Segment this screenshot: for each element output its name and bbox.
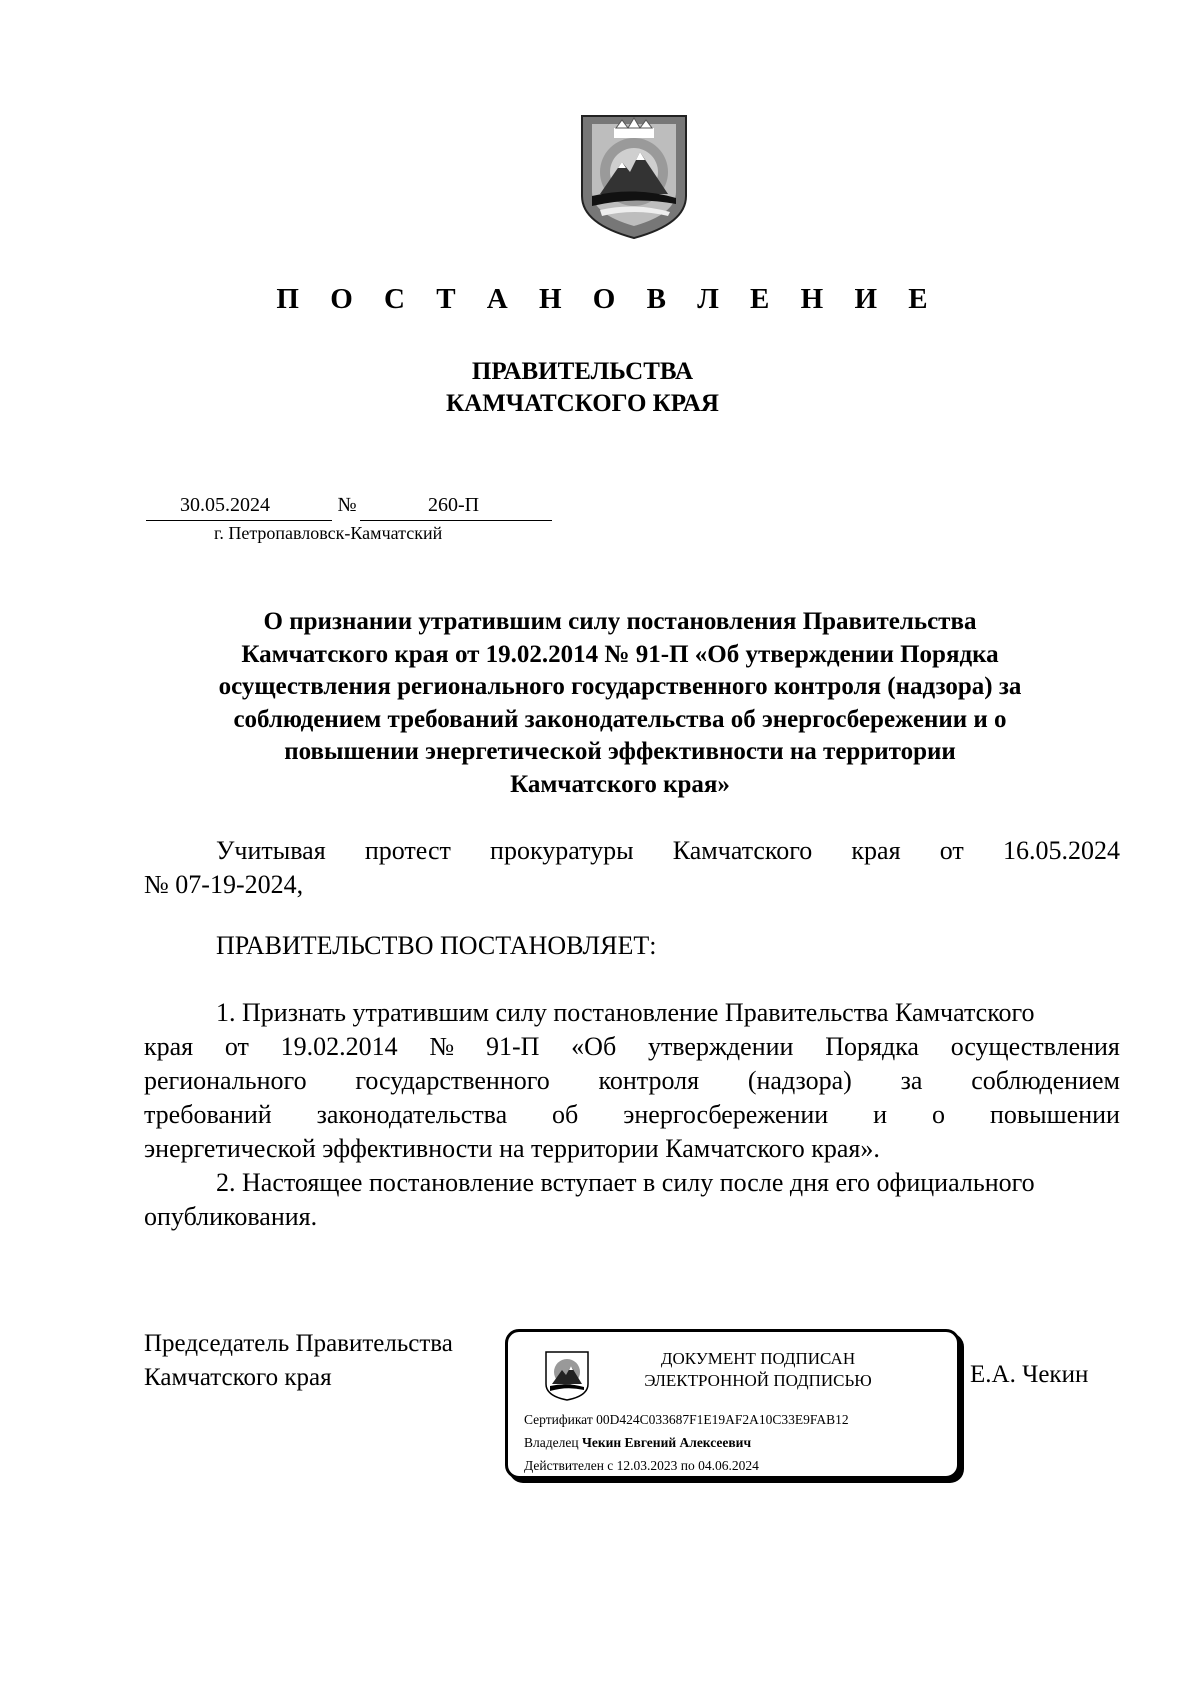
body-word: 1. Признать утратившим силу постановление Правительства Камчатского: [216, 998, 1035, 1027]
subject-line: соблюдением требований законодательства об энергосбережении и о: [233, 705, 1007, 733]
document-subject: [140, 606, 1100, 801]
body-line: энергетической эффективности на территории Камчатского края».: [144, 1134, 880, 1163]
number-sign: №: [337, 494, 357, 516]
owner-row: [524, 1435, 751, 1451]
registration-date-field: [146, 494, 332, 521]
registration-number: 260-П: [428, 494, 480, 516]
body-word: 2. Настоящее постановление вступает в силу после дня его официального: [216, 1168, 1035, 1197]
body-word: утверждении: [647, 1032, 794, 1061]
considering-paragraph: [144, 834, 1120, 902]
justified-line: [144, 1166, 1120, 1200]
certificate-value: 00D424C033687F1E19AF2A10C33E9FAB12: [596, 1412, 849, 1427]
justified-line: [144, 1098, 1120, 1132]
valid-to: 04.06.2024: [698, 1458, 759, 1473]
certificate-label: Сертификат: [524, 1412, 593, 1427]
body-line: опубликования.: [144, 1202, 318, 1231]
subject-line: О признании утратившим силу постановления Правительства: [263, 608, 977, 635]
body-line: № 07-19-2024,: [144, 870, 304, 899]
justified-line: [144, 996, 1120, 1030]
body-word: от: [939, 836, 964, 865]
body-word: 19.02.2014: [280, 1032, 398, 1061]
body-word: о: [932, 1100, 946, 1129]
registration-date: 30.05.2024: [180, 494, 270, 516]
stamp-emblem-icon: [544, 1350, 590, 1402]
position-line: Камчатского края: [144, 1364, 332, 1391]
valid-from: 12.03.2023: [616, 1458, 678, 1473]
signatory-position: [144, 1327, 453, 1395]
body-word: об: [552, 1100, 579, 1129]
coat-of-arms-icon: [578, 112, 690, 240]
body-word: 16.05.2024: [1002, 836, 1120, 865]
stamp-title-line: ЭЛЕКТРОННОЙ ПОДПИСЬЮ: [644, 1371, 872, 1390]
document-type-heading: П О С Т А Н О В Л Е Н И Е: [276, 283, 940, 315]
body-word: «Об: [571, 1032, 617, 1061]
body-word: регионального: [144, 1066, 307, 1095]
body-word: протест: [364, 836, 451, 865]
body-line: ПРАВИТЕЛЬСТВО ПОСТАНОВЛЯЕТ:: [216, 931, 657, 960]
stamp-title-line: ДОКУМЕНТ ПОДПИСАН: [660, 1349, 856, 1368]
body-word: края: [851, 836, 901, 865]
issuer-line: ПРАВИТЕЛЬСТВА: [471, 358, 694, 385]
subject-line: осуществления регионального государственного контроля (надзора) за: [218, 673, 1022, 700]
stamp-title: [618, 1348, 898, 1392]
valid-to-label: по: [680, 1458, 695, 1473]
justified-line: [144, 1030, 1120, 1064]
body-word: Камчатского: [672, 836, 813, 865]
issuer-heading: [0, 356, 1165, 420]
body-word: энергосбережении: [623, 1100, 829, 1129]
body-word: Учитывая: [216, 836, 326, 865]
resolves-heading: [216, 929, 1192, 963]
body-word: контроля: [598, 1066, 700, 1095]
validity-row: [524, 1458, 759, 1474]
registration-number-field: [360, 494, 552, 521]
signatory-name: Е.А. Чекин: [970, 1361, 1089, 1388]
body-word: 91-П: [485, 1032, 540, 1061]
owner-value: Чекин Евгений Алексеевич: [581, 1435, 752, 1450]
electronic-signature-stamp: [505, 1329, 960, 1479]
body-word: №: [429, 1032, 455, 1061]
body-word: соблюдением: [971, 1066, 1120, 1095]
position-line: Председатель Правительства: [144, 1330, 453, 1357]
justified-line: [144, 834, 1120, 868]
subject-line: Камчатского края от 19.02.2014 № 91-П «Об утверждении Порядка: [241, 640, 999, 668]
body-word: государственного: [355, 1066, 550, 1095]
body-word: повышении: [989, 1100, 1120, 1129]
body-word: за: [900, 1066, 923, 1095]
issue-city: г. Петропавловск-Камчатский: [214, 523, 443, 543]
issuer-line: КАМЧАТСКОГО КРАЯ: [446, 390, 719, 417]
valid-from-label: Действителен с: [524, 1458, 614, 1473]
owner-label: Владелец: [524, 1435, 579, 1450]
body-word: законодательства: [316, 1100, 508, 1129]
body-word: требований: [144, 1100, 272, 1129]
body-word: (надзора): [747, 1066, 852, 1095]
body-word: прокуратуры: [490, 836, 634, 865]
body-word: от: [224, 1032, 249, 1061]
justified-line: [144, 1064, 1120, 1098]
body-word: Порядка: [825, 1032, 919, 1061]
subject-line: Камчатского края»: [510, 770, 730, 798]
body-word: и: [873, 1100, 888, 1129]
certificate-row: [524, 1412, 849, 1428]
resolution-items: [144, 996, 1120, 1234]
body-word: осуществления: [950, 1032, 1120, 1061]
body-word: края: [144, 1032, 194, 1061]
subject-line: повышении энергетической эффективности на территории: [284, 738, 956, 765]
